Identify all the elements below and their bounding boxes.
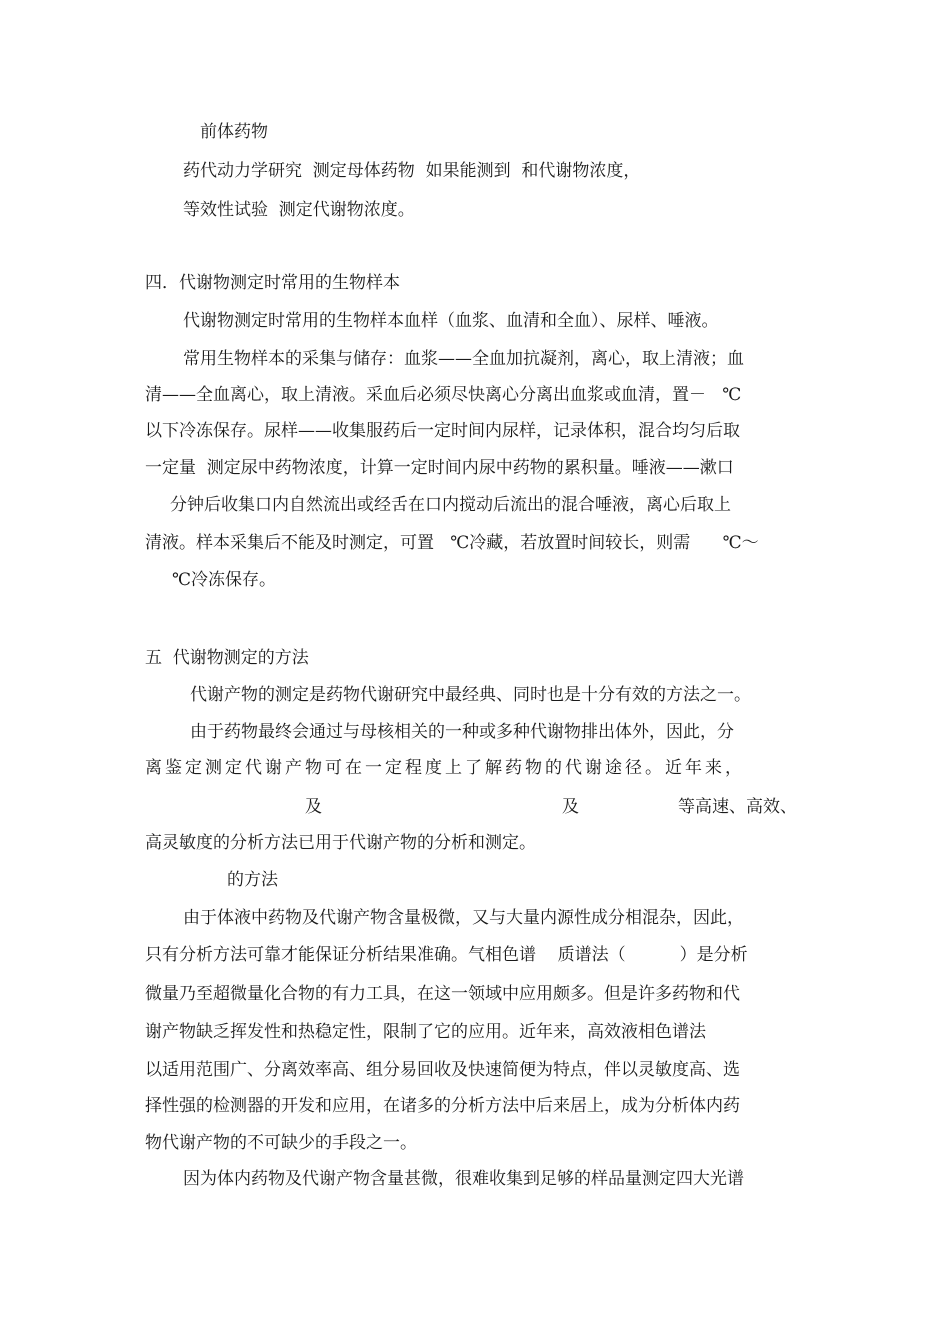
- paragraph-fragment: 及: [562, 797, 579, 817]
- text-line-prodrug: 前体药物: [200, 122, 268, 142]
- text-line-pk-study: 药代动力学研究 测定母体药物 如果能测到 和代谢物浓度，: [183, 161, 641, 181]
- paragraph-line: 清液。样本采集后不能及时测定，可置 ℃冷藏，若放置时间较长，则需 ℃～: [145, 533, 759, 553]
- paragraph-line: 只有分析方法可靠才能保证分析结果准确。气相色谱 质谱法（ ）是分析: [145, 945, 748, 965]
- section-heading-4: 四．代谢物测定时常用的生物样本: [145, 273, 400, 293]
- paragraph-line: 谢产物缺乏挥发性和热稳定性，限制了它的应用。近年来，高效液相色谱法: [145, 1022, 706, 1042]
- paragraph-line: 由于药物最终会通过与母核相关的一种或多种代谢物排出体外，因此，分: [190, 722, 734, 742]
- paragraph-line: 常用生物样本的采集与储存：血浆——全血加抗凝剂，离心，取上清液；血: [183, 349, 744, 369]
- text-line-samples: 代谢物测定时常用的生物样本血样（血浆、血清和全血）、尿样、唾液。: [183, 311, 719, 331]
- text-line-last: 因为体内药物及代谢产物含量甚微，很难收集到足够的样品量测定四大光谱: [183, 1169, 744, 1189]
- paragraph-line: 由于体液中药物及代谢产物含量极微，又与大量内源性成分相混杂，因此，: [183, 908, 744, 928]
- paragraph-line: 离鉴定测定代谢产物可在一定程度上了解药物的代谢途径。近年来，: [145, 758, 745, 778]
- text-line-metabolite-method: 代谢产物的测定是药物代谢研究中最经典、同时也是十分有效的方法之一。: [190, 685, 751, 705]
- paragraph-line: 以适用范围广、分离效率高、组分易回收及快速简便为特点，伴以灵敏度高、选: [145, 1060, 740, 1080]
- text-line-bioequivalence: 等效性试验 测定代谢物浓度。: [183, 200, 415, 220]
- subsection-heading: 的方法: [227, 870, 278, 890]
- paragraph-line: ℃冷冻保存。: [172, 570, 277, 590]
- paragraph-line: 一定量 测定尿中药物浓度，计算一定时间内尿中药物的累积量。唾液——漱口: [145, 458, 734, 478]
- paragraph-line: 物代谢产物的不可缺少的手段之一。: [145, 1133, 417, 1153]
- section-heading-5: 五 代谢物测定的方法: [145, 648, 309, 668]
- paragraph-line: 微量乃至超微量化合物的有力工具，在这一领域中应用颇多。但是许多药物和代: [145, 984, 740, 1004]
- paragraph-fragment: 及: [305, 797, 322, 817]
- paragraph-line: 清——全血离心，取上清液。采血后必须尽快离心分离出血浆或血清，置－ ℃: [145, 385, 742, 405]
- paragraph-line: 高灵敏度的分析方法已用于代谢产物的分析和测定。: [145, 833, 536, 853]
- paragraph-line: 以下冷冻保存。尿样——收集服药后一定时间内尿样，记录体积，混合均匀后取: [145, 421, 740, 441]
- paragraph-fragment: 等高速、高效、: [678, 797, 797, 817]
- paragraph-line: 择性强的检测器的开发和应用，在诸多的分析方法中后来居上，成为分析体内药: [145, 1096, 740, 1116]
- paragraph-line: 分钟后收集口内自然流出或经舌在口内搅动后流出的混合唾液，离心后取上: [170, 495, 731, 515]
